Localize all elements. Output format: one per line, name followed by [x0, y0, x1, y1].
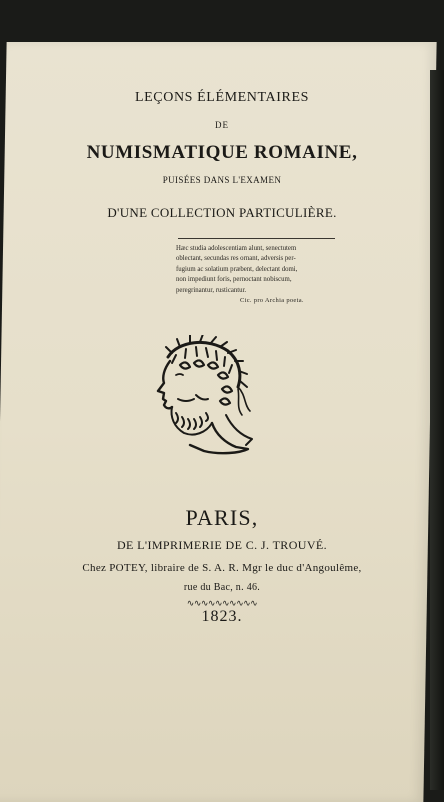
title-line-1: LEÇONS ÉLÉMENTAIRES	[135, 90, 309, 105]
epigraph-rule	[178, 238, 335, 239]
main-title: NUMISMATIQUE ROMAINE,	[86, 142, 358, 163]
ornament-rule: ∿∿∿∿∿∿∿∿∿∿	[186, 598, 258, 608]
imprint-printer: DE L'IMPRIMERIE DE C. J. TROUVÉ.	[116, 538, 328, 552]
imprint-city: PARIS,	[185, 505, 259, 530]
epigraph	[176, 244, 341, 296]
epigraph-line: oblectant, secundas res ornant, adversis per-	[176, 255, 296, 263]
imprint-year: 1823.	[201, 608, 243, 625]
imprint-address: rue du Bac, n. 46.	[183, 582, 261, 593]
laureate-head-icon	[150, 335, 265, 460]
epigraph-line: Hæc studia adolescentiam alunt, senectutem	[176, 245, 297, 252]
epigraph-line: fugium ac solatium præbent, delectant domi,	[176, 265, 298, 273]
title-line-2: DE	[215, 120, 229, 130]
epigraph-citation: Cic. pro Archia poeta.	[240, 297, 304, 304]
epigraph-line: peregrinantur, rusticantur.	[176, 286, 247, 294]
imprint-publisher: Chez POTEY, libraire de S. A. R. Mgr le duc d'Angoulême,	[82, 562, 362, 574]
subtitle-line-1: PUISÉES DANS L'EXAMEN	[162, 175, 282, 185]
subtitle-line-2: D'UNE COLLECTION PARTICULIÈRE.	[107, 205, 337, 220]
epigraph-line: non impediunt foris, pernoctant nobiscum,	[176, 276, 292, 284]
